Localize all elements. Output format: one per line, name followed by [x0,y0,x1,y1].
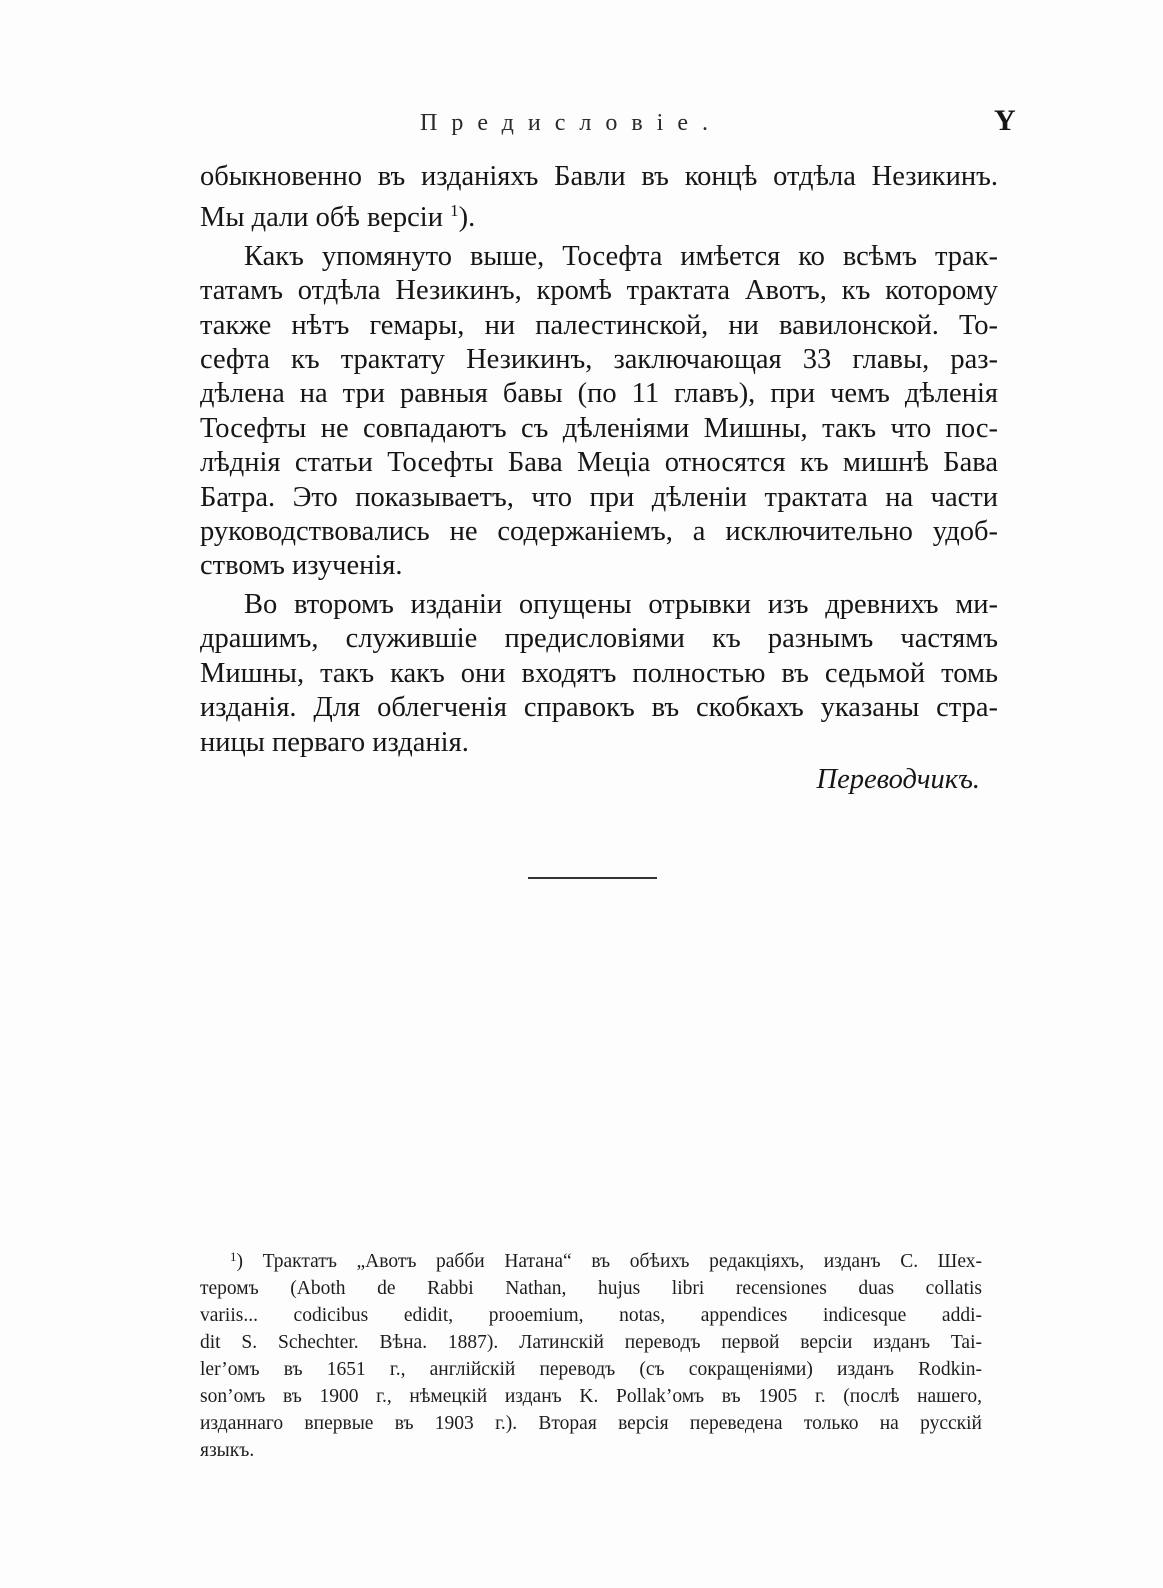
text-line: обыкновенно въ изданіяхъ Бавли въ концѣ отдѣла Незикинъ. [200,161,998,192]
text-line: татамъ отдѣла Незикинъ, кромѣ трактата Авотъ, къ которому [200,275,998,307]
text-line: изданія. Для облегченія справокъ въ скобкахъ указаны стра- [200,692,998,724]
text-line: также нѣтъ гемары, ни палестинской, ни вавилонской. То- [200,309,998,341]
text-line: дѣлена на три равныя бавы (по 11 главъ), при чемъ дѣленія [200,378,998,410]
footnote-marker: 1 [230,1249,237,1264]
text-line: Какъ упомянуто выше, Тосефта имѣется ко всѣмъ трак- [244,240,998,272]
text-line: ницы перваго изданія. [200,726,469,758]
footnote-reference[interactable]: 1 [450,201,459,221]
text-line: Во второмъ изданіи опущены отрывки изъ древнихъ ми- [244,588,998,620]
running-title: Предисловіе. [420,110,723,136]
footnote-line-content: ) Трактатъ „Авотъ рабби Натана“ въ обѣихъ редакціяхъ, изданъ С. Шех- [236,1251,982,1272]
text-line: Мишны, такъ какъ они входятъ полностью въ седьмой томь [200,657,998,689]
footnote-line: изданнаго впервые въ 1903 г.). Вторая версія переведена только на русскій [200,1413,982,1434]
translator-signature: Переводчикъ. [816,763,980,795]
text-line-content: Мы дали обѣ версіи [200,202,443,234]
section-divider [524,877,657,879]
text-line [200,194,998,235]
footnote-line: dit S. Schechter. Вѣна. 1887). Латинскій переводъ первой версіи изданъ Tai- [200,1332,982,1353]
footnote-line: языкъ. [200,1440,255,1461]
text-line: лѣднія статьи Тосефты Бава Меціа относятся къ мишнѣ Бава [200,447,998,479]
footnote-line: variis... codicibus edidit, prooemium, notas, appendices indicesque addi- [200,1305,982,1326]
footnote-line: теромъ (Aboth de Rabbi Nathan, hujus libri recensiones duas collatis [200,1278,982,1299]
text-line: драшимъ, служившіе предисловіями къ разнымъ частямъ [200,623,998,655]
text-line: руководствовались не содержаніемъ, а исключительно удоб- [200,516,998,548]
body-text [200,160,998,800]
page-number: Y [994,104,1016,137]
footnote-line: son’омъ въ 1900 г., нѣмецкій изданъ K. Pollak’омъ въ 1905 г. (послѣ нашего, [200,1386,982,1407]
footnote-line [200,1243,982,1275]
text-line: сефта къ трактату Незикинъ, заключающая 33 главы, раз- [200,344,998,376]
footnote-reference-close: ). [458,202,476,234]
text-line: ствомъ изученія. [200,550,403,582]
footnote [200,1243,982,1464]
signature-line [200,760,998,800]
text-line: Батра. Это показываетъ, что при дѣленіи трактата на части [200,481,998,513]
footnote-line: ler’омъ въ 1651 г., англійскій переводъ (съ сокращеніями) изданъ Rodkin- [200,1359,982,1380]
text-line: Тосефты не совпадаютъ съ дѣленіями Мишны, такъ что пос- [200,412,998,444]
